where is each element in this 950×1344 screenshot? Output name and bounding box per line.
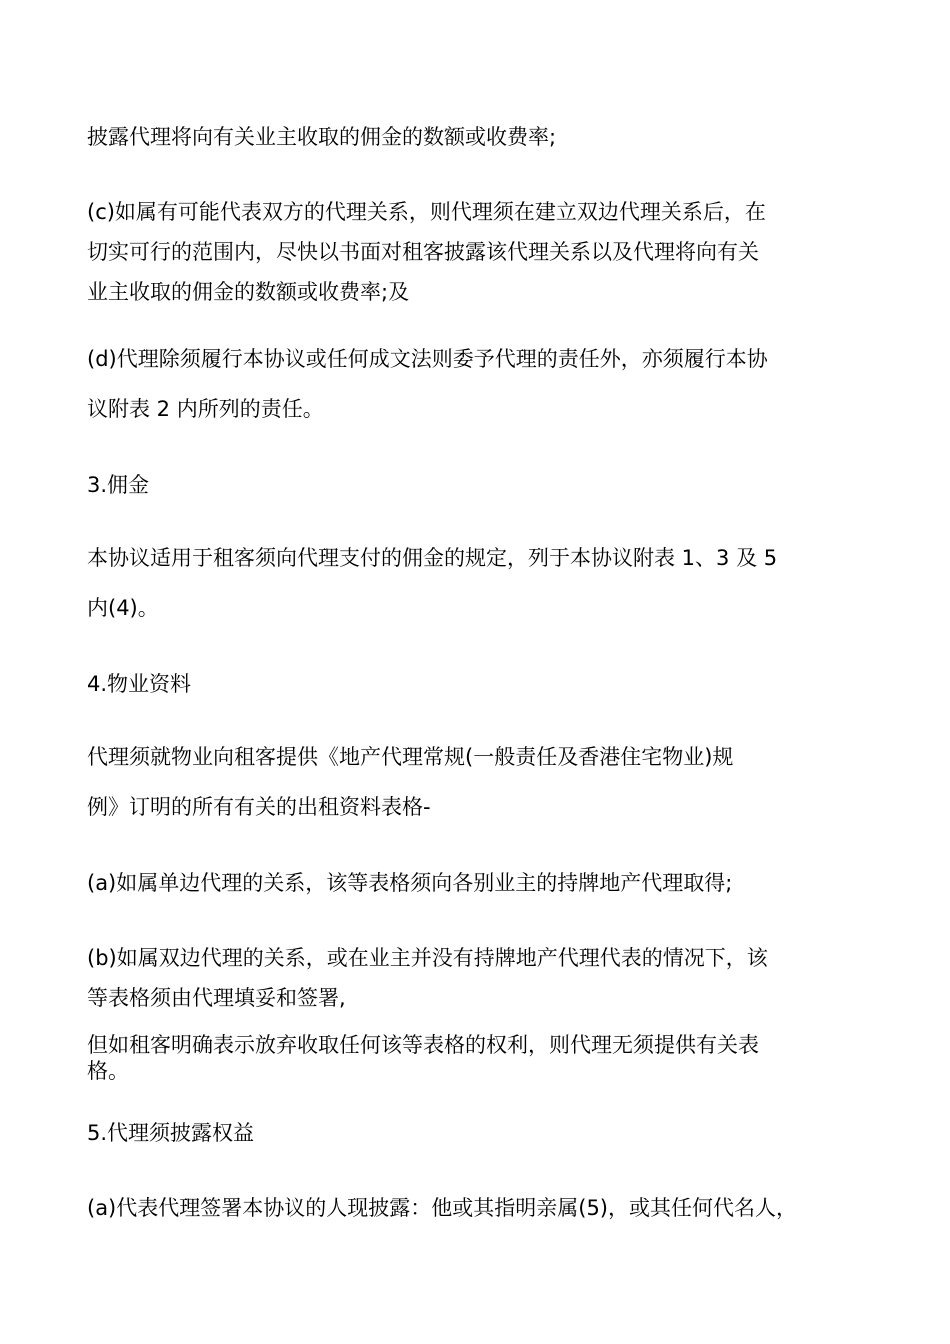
- paragraph-clause-d: [87, 334, 867, 434]
- paragraph-commission-disclosure: [87, 117, 867, 157]
- paragraph-line: 切实可行的范围内，尽快以书面对租客披露该代理关系以及代理将向有关: [87, 240, 759, 264]
- paragraph-line: 等表格须由代理填妥和签署,: [87, 986, 346, 1010]
- section-heading-commission: [87, 465, 867, 505]
- paragraph-line: 内(4)。: [87, 596, 159, 620]
- paragraph-line: 例》订明的所有有关的出租资料表格-: [87, 795, 431, 819]
- paragraph-commission-terms: [87, 533, 867, 633]
- paragraph-line: 代理须就物业向租客提供《地产代理常规(一般责任及香港住宅物业)规: [87, 745, 734, 769]
- paragraph-waiver: [87, 1032, 867, 1084]
- paragraph-clause-a-single-agency: [87, 863, 867, 903]
- paragraph-line: (a)如属单边代理的关系，该等表格须向各别业主的持牌地产代理取得;: [87, 871, 733, 895]
- paragraph-line: 格。: [87, 1059, 129, 1083]
- paragraph-line: 议附表 2 内所列的责任。: [87, 397, 324, 421]
- section-heading-disclosure-of-interest: [87, 1113, 867, 1153]
- paragraph-clause-c: [87, 192, 867, 312]
- paragraph-property-info: [87, 732, 867, 832]
- paragraph-line: 业主收取的佣金的数额或收费率;及: [87, 280, 410, 304]
- paragraph-line: 披露代理将向有关业主收取的佣金的数额或收费率;: [87, 125, 557, 149]
- paragraph-clause-a-disclosure: [87, 1188, 867, 1228]
- paragraph-clause-b-dual-agency: [87, 938, 867, 1018]
- paragraph-line: 本协议适用于租客须向代理支付的佣金的规定，列于本协议附表 1、3 及 5: [87, 546, 778, 570]
- section-heading-line: 4.物业资料: [87, 672, 192, 696]
- section-heading-line: 5.代理须披露权益: [87, 1121, 255, 1145]
- paragraph-line: 但如租客明确表示放弃收取任何该等表格的权利，则代理无须提供有关表: [87, 1033, 759, 1057]
- section-heading-property-info: [87, 664, 867, 704]
- paragraph-line: (d)代理除须履行本协议或任何成文法则委予代理的责任外，亦须履行本协: [87, 347, 768, 371]
- paragraph-line: (b)如属双边代理的关系，或在业主并没有持牌地产代理代表的情况下，该: [87, 946, 768, 970]
- section-heading-line: 3.佣金: [87, 473, 150, 497]
- paragraph-line: (c)如属有可能代表双方的代理关系，则代理须在建立双边代理关系后，在: [87, 200, 766, 224]
- paragraph-line: (a)代表代理签署本协议的人现披露：他或其指明亲属(5)，或其任何代名人，: [87, 1196, 797, 1220]
